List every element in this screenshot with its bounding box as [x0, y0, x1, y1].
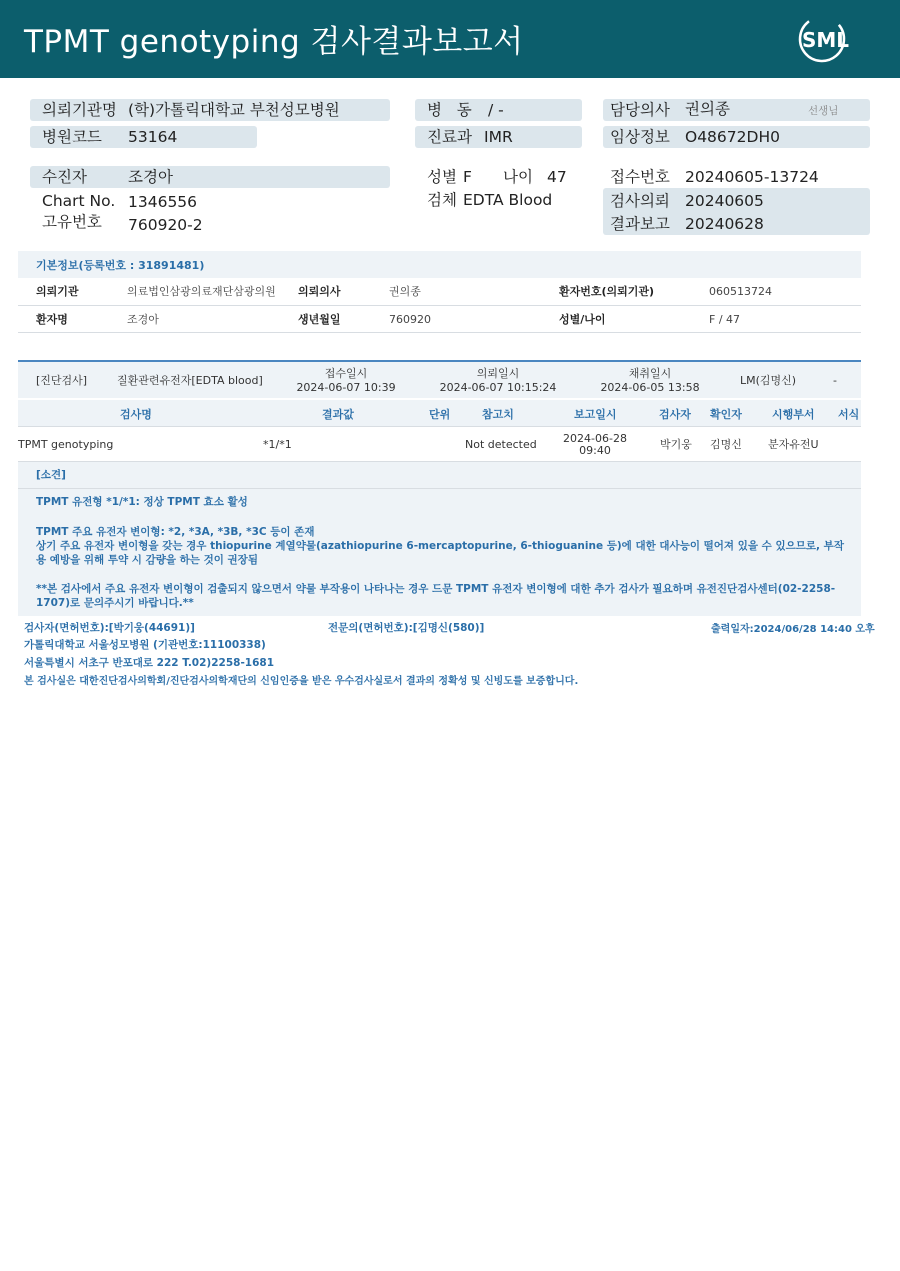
- sex-label: 성별: [427, 168, 457, 186]
- clinical-info-value: O48672DH0: [685, 128, 780, 146]
- basic-row2-value3: F / 47: [709, 313, 741, 326]
- result-report-date: 2024-06-28: [563, 432, 627, 445]
- col-confirmer: 확인자: [710, 408, 742, 421]
- result-reference: Not detected: [465, 438, 537, 451]
- receipt-no-value: 20240605-13724: [685, 168, 819, 186]
- institution-value: (학)가톨릭대학교 부천성모병원: [128, 101, 340, 119]
- result-confirmer: 김명신: [710, 438, 742, 451]
- basic-row2-label2: 생년월일: [298, 313, 341, 326]
- specimen-value: EDTA Blood: [463, 191, 553, 209]
- footer-hospital: 가톨릭대학교 서울성모병원 (기관번호:11100338): [24, 639, 266, 651]
- findings-line2: TPMT 주요 유전자 변이형: *2, *3A, *3B, *3C 등이 존재: [36, 526, 315, 538]
- findings-title-divider: [18, 488, 861, 489]
- department-label: 진료과: [427, 128, 472, 146]
- basic-row1-value2: 권의종: [389, 285, 421, 298]
- patient-value: 조경아: [128, 168, 173, 186]
- unique-no-label: 고유번호: [42, 213, 102, 231]
- col-result: 결과값: [322, 408, 354, 421]
- findings-line3: 상기 주요 유전자 변이형을 갖는 경우 thiopurine 계열약물(azathiopurine 6-mercaptopurine, 6-thioguanine 등)에 대한 대사능이 떨어져 있을 수 있으므로, 부작용 예방을 위해 투약 시 감량을 하는 것이 권장됨: [36, 540, 844, 566]
- hospital-code-value: 53164: [128, 128, 178, 146]
- doctor-suffix: 선생님: [808, 105, 839, 117]
- sml-logo: [796, 12, 856, 66]
- age-value: 47: [547, 168, 567, 186]
- report-title: TPMT genotyping 검사결과보고서: [24, 24, 524, 60]
- clinical-info-label: 임상정보: [610, 128, 670, 146]
- report-header: [0, 0, 900, 78]
- basic-row1-value1: 의료법인삼광의료재단삼광의원: [127, 285, 276, 298]
- basic-row2-value1: 조경아: [127, 313, 159, 326]
- sex-value: F: [463, 168, 472, 186]
- footer-specialist: 전문의(면허번호):[김명신(580)]: [328, 622, 485, 634]
- lab-name: LM(김명신): [740, 374, 797, 387]
- col-reference: 참고치: [482, 408, 514, 421]
- request-date-value: 20240605: [685, 192, 764, 210]
- collected-label: 채취일시: [628, 367, 672, 380]
- institution-label: 의뢰기관명: [42, 101, 117, 119]
- result-report-time: 09:40: [579, 444, 611, 457]
- col-dept: 시행부서: [772, 408, 815, 421]
- footer-printed: 출력일자:2024/06/28 14:40 오후: [711, 624, 875, 635]
- basic-row2-label3: 성별/나이: [559, 313, 606, 326]
- requested-label: 의뢰일시: [476, 367, 520, 380]
- request-date-label: 검사의뢰: [610, 192, 670, 210]
- col-test-name: 검사명: [120, 408, 152, 421]
- result-test-name: TPMT genotyping: [18, 438, 114, 451]
- col-report-date: 보고일시: [574, 408, 617, 421]
- result-value: *1/*1: [263, 438, 292, 451]
- col-tester: 검사자: [659, 408, 691, 421]
- unique-no-value: 760920-2: [128, 216, 203, 234]
- doctor-value: 권의종: [685, 100, 730, 118]
- basic-row-divider: [18, 305, 861, 306]
- result-tester: 박기웅: [660, 438, 692, 451]
- doctor-label: 담당의사: [610, 101, 670, 119]
- received-label: 접수일시: [324, 367, 368, 380]
- findings-line4: **본 검사에서 주요 유전자 변이형이 검출되지 않으면서 약물 부작용이 나타나는 경우 드문 TPMT 유전자 변이형에 대한 추가 검사가 필요하며 유전진단검사센터(02-2258-1707)로 문의주시기 바랍니다.**: [36, 583, 836, 609]
- chart-no-label: Chart No.: [42, 192, 116, 210]
- col-form: 서식: [838, 408, 860, 421]
- collected-value: 2024-06-05 13:58: [600, 381, 700, 394]
- result-dept: 분자유전U: [768, 438, 819, 451]
- chart-no-value: 1346556: [128, 193, 198, 211]
- received-value: 2024-06-07 10:39: [296, 381, 396, 394]
- basic-row1-label3: 환자번호(의뢰기관): [559, 285, 655, 298]
- test-name-group: 질환관련유전자[EDTA blood]: [117, 374, 263, 387]
- logo-text: SML: [802, 28, 850, 52]
- receipt-no-label: 접수번호: [610, 168, 670, 186]
- department-value: IMR: [484, 128, 513, 146]
- col-unit: 단위: [429, 408, 451, 421]
- basic-row1-label1: 의뢰기관: [36, 285, 79, 298]
- report-date-label: 결과보고: [610, 215, 670, 233]
- basic-row2-value2: 760920: [389, 313, 431, 326]
- footer-tester: 검사자(면허번호):[박기웅(44691)]: [24, 622, 195, 634]
- requested-value: 2024-06-07 10:15:24: [439, 381, 557, 394]
- test-category: [진단검사]: [36, 374, 88, 387]
- basic-row1-label2: 의뢰의사: [298, 285, 341, 298]
- patient-label: 수진자: [42, 168, 87, 186]
- basic-row1-value3: 060513724: [709, 285, 772, 298]
- footer-address: 서울특별시 서초구 반포대로 222 T.02)2258-1681: [24, 657, 275, 669]
- findings-line1: TPMT 유전형 *1/*1: 정상 TPMT 효소 활성: [36, 496, 248, 508]
- specimen-label: 검체: [427, 191, 457, 209]
- findings-title: [소견]: [36, 469, 66, 481]
- ward-value: / -: [488, 101, 504, 119]
- basic-bottom-divider: [18, 332, 861, 333]
- basic-row2-label1: 환자명: [36, 313, 68, 326]
- results-header-divider: [18, 426, 861, 427]
- footer-certification: 본 검사실은 대한진단검사의학회/진단검사의학재단의 신임인증을 받은 우수검사실로서 결과의 정확성 및 신빙도를 보증합니다.: [24, 676, 579, 687]
- age-label: 나이: [503, 168, 533, 186]
- ward-label: 병 동: [427, 101, 472, 119]
- lab-dash: -: [833, 374, 837, 387]
- report-date-value: 20240628: [685, 215, 764, 233]
- basic-info-title: 기본정보(등록번호 : 31891481): [36, 259, 205, 272]
- hospital-code-label: 병원코드: [42, 128, 102, 146]
